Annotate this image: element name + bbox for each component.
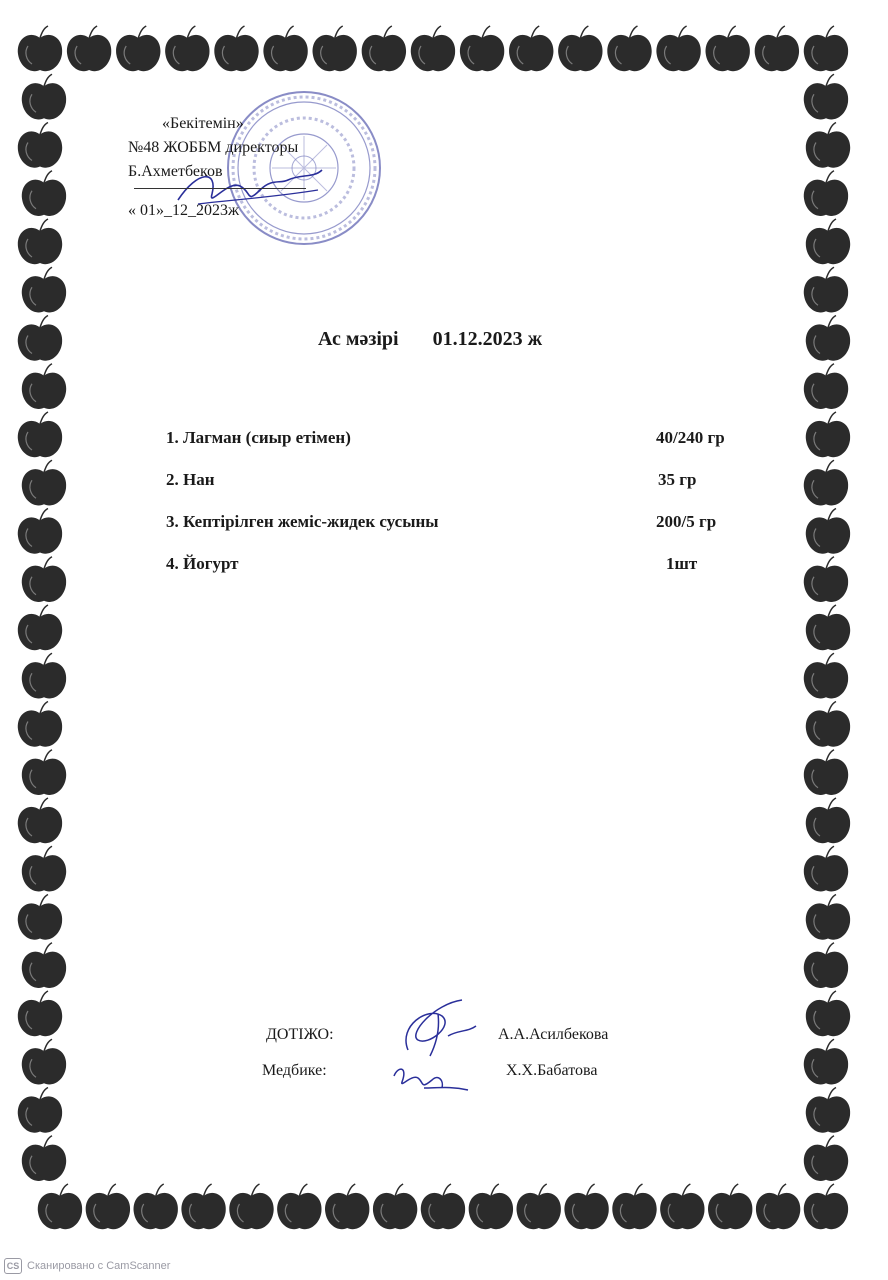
menu-item: [166, 428, 766, 470]
apple-border-icon: [18, 702, 62, 747]
signoff-role: ДОТІЖО:: [266, 1026, 334, 1043]
title-label: Ас мәзірі: [318, 328, 399, 350]
apple-border-icon: [806, 605, 850, 650]
apple-border-icon: [558, 26, 602, 71]
apple-border-icon: [708, 1184, 752, 1229]
apple-border-icon: [806, 412, 850, 457]
apple-border-icon: [373, 1184, 417, 1229]
apple-border-icon: [756, 1184, 800, 1229]
apple-border-icon: [806, 1088, 850, 1133]
apple-border-icon: [67, 26, 111, 71]
apple-border-icon: [229, 1184, 273, 1229]
apple-border-icon: [38, 1184, 82, 1229]
apple-border-icon: [509, 26, 553, 71]
menu-item-qty: 200/5 гр: [656, 512, 717, 531]
menu-list: [166, 428, 766, 596]
apple-border-icon: [706, 26, 750, 71]
apple-border-icon: [804, 1039, 848, 1084]
apple-border-icon: [804, 26, 848, 71]
apple-border-icon: [165, 26, 209, 71]
signoff-person: Х.Х.Бабатова: [506, 1062, 598, 1079]
approval-position: №48 ЖОББМ директоры: [128, 139, 299, 156]
approval-heading: «Бекітемін»: [162, 115, 244, 132]
apple-border-icon: [755, 26, 799, 71]
apple-border-icon: [18, 316, 62, 361]
apple-border-icon: [806, 702, 850, 747]
signature-line: [134, 188, 306, 189]
apple-border-icon: [22, 460, 66, 505]
apple-border-icon: [806, 509, 850, 554]
apple-border-icon: [18, 1088, 62, 1133]
signoff-row: [262, 1062, 682, 1098]
apple-border-icon: [325, 1184, 369, 1229]
apple-border-icon: [806, 123, 850, 168]
apple-border-icon: [806, 316, 850, 361]
apple-border-icon: [18, 798, 62, 843]
approval-block: [128, 112, 306, 223]
apple-border-icon: [421, 1184, 465, 1229]
apple-border-icon: [804, 1184, 848, 1229]
apple-border-icon: [22, 74, 66, 119]
apple-border-icon: [806, 219, 850, 264]
apple-border-icon: [134, 1184, 178, 1229]
menu-item-name: 1. Лагман (сиыр етімен): [166, 428, 351, 447]
apple-border-icon: [22, 171, 66, 216]
apple-border-icon: [22, 943, 66, 988]
apple-border-icon: [517, 1184, 561, 1229]
apple-border-icon: [22, 1039, 66, 1084]
apple-border-icon: [804, 653, 848, 698]
apple-border-icon: [460, 26, 504, 71]
menu-item-qty: 35 гр: [658, 470, 697, 489]
apple-border-icon: [116, 26, 160, 71]
apple-border-icon: [656, 26, 700, 71]
menu-item: [166, 470, 766, 512]
scanner-footer: [4, 1258, 170, 1274]
apple-border-icon: [313, 26, 357, 71]
approval-date: « 01»_12_2023ж: [128, 202, 240, 219]
signoff-person: А.А.Асилбекова: [498, 1026, 609, 1043]
apple-border-icon: [22, 557, 66, 602]
apple-border-icon: [22, 267, 66, 312]
apple-border-icon: [18, 412, 62, 457]
menu-item-name: 3. Кептірілген жеміс-жидек сусыны: [166, 512, 439, 531]
apple-border-icon: [411, 26, 455, 71]
apple-border-icon: [612, 1184, 656, 1229]
apple-border-icon: [18, 26, 62, 71]
signoff-row: [262, 1026, 682, 1062]
apple-border-icon: [804, 171, 848, 216]
apple-border-icon: [22, 846, 66, 891]
apple-border-icon: [277, 1184, 321, 1229]
apple-border-icon: [804, 557, 848, 602]
approval-director-name: Б.Ахметбеков: [128, 163, 223, 180]
menu-item-name: 2. Нан: [166, 470, 215, 489]
apple-border-icon: [22, 653, 66, 698]
apple-border-icon: [18, 509, 62, 554]
apple-border-icon: [804, 750, 848, 795]
apple-border-icon: [18, 895, 62, 940]
menu-item: [166, 512, 766, 554]
apple-border-icon: [607, 26, 651, 71]
apple-border-icon: [263, 26, 307, 71]
page-title: [318, 328, 542, 351]
menu-item-qty: 40/240 гр: [656, 428, 725, 447]
signoff-block: [262, 1026, 682, 1098]
apple-border-icon: [18, 219, 62, 264]
apple-border-icon: [804, 74, 848, 119]
apple-border-icon: [804, 1136, 848, 1181]
apple-border-icon: [804, 846, 848, 891]
apple-border-icon: [181, 1184, 225, 1229]
apple-border-icon: [22, 750, 66, 795]
camscanner-logo-icon: CS: [4, 1258, 22, 1274]
apple-border-icon: [564, 1184, 608, 1229]
apple-border-icon: [362, 26, 406, 71]
apple-border-icon: [804, 460, 848, 505]
apple-border-icon: [804, 267, 848, 312]
apple-border-icon: [86, 1184, 130, 1229]
apple-border-icon: [214, 26, 258, 71]
menu-item-name: 4. Йогурт: [166, 554, 239, 573]
apple-border-icon: [18, 991, 62, 1036]
scanner-footer-text: Сканировано с CamScanner: [27, 1260, 171, 1272]
menu-item: [166, 554, 766, 596]
title-date: 01.12.2023 ж: [432, 328, 543, 350]
apple-border-icon: [806, 798, 850, 843]
apple-border-icon: [469, 1184, 513, 1229]
apple-border-icon: [22, 364, 66, 409]
apple-border-icon: [806, 991, 850, 1036]
apple-border-icon: [804, 943, 848, 988]
apple-border-icon: [806, 895, 850, 940]
apple-border-icon: [804, 364, 848, 409]
apple-border-icon: [18, 123, 62, 168]
menu-item-qty: 1шт: [666, 554, 698, 573]
signoff-role: Медбике:: [262, 1062, 327, 1079]
apple-border-icon: [22, 1136, 66, 1181]
apple-border-icon: [660, 1184, 704, 1229]
apple-border-icon: [18, 605, 62, 650]
